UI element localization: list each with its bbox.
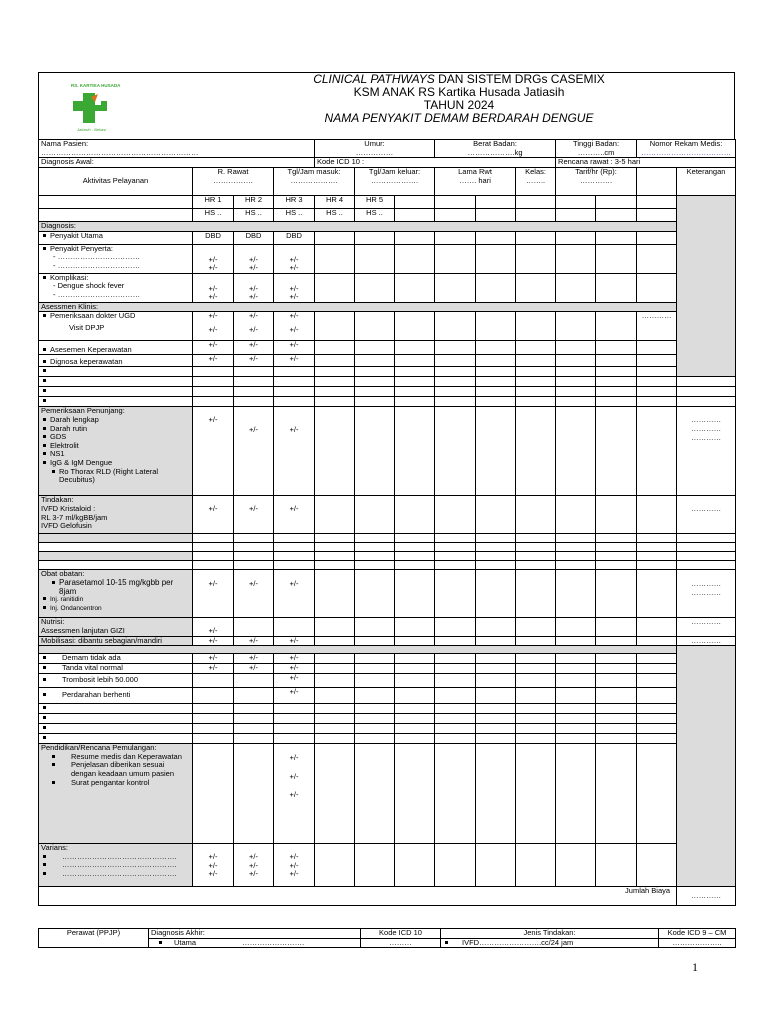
rekam-medis-field[interactable]: Nomor Rekam Medis: ……………………………… [637,140,736,158]
jenis-tindakan-label: Jenis Tindakan: [441,929,659,939]
col-keluar: Tgl/Jam keluar: ………………. [355,168,435,196]
row-penunjang: Pemeriksaan Penunjang: Darah lengkap Darah rutin GDS Elektrolit NS1 IgG & IgM Dengue Ro Thorax RLD (Right Lateral Decubitus) +/- +/- +/- ………… ………… ………… [39,407,736,496]
col-tarif: Tarif/hr (Rp): …………. [556,168,637,196]
row-perdarahan: Perdarahan berhenti +/- [39,688,736,704]
icd10-label: Kode ICD 10 [361,929,441,939]
row-obat: Obat obatan: Parasetamol 10-15 mg/kgbb per 8jam Inj. ranitidin Inj. Ondancentron +/- +/- +/- ………… ………… [39,570,736,618]
title-line-3: TAHUN 2024 [423,98,495,112]
title-line-4: NAMA PENYAKIT DEMAM BERDARAH DENGUE [324,111,594,125]
hr-3: HR 3 [274,196,315,209]
row-trombosit: Trombosit lebih 50.000 +/- [39,674,736,688]
row-tindakan: Tindakan: IVFD Kristaloid : RL 3-7 ml/kgBB/jam IVFD Gelofusin +/- +/- +/- ………… [39,496,736,534]
section-diagnosis: Diagnosis: [39,222,677,232]
row-mobilisasi: Mobilisasi: dibantu sebagian/mandiri +/- +/- +/- ………… [39,636,736,646]
col-lama: Lama Rwt ……. hari [435,168,516,196]
diagnosis-awal-field[interactable]: Diagnosis Awal: [39,158,315,168]
icd9-field[interactable]: ……………….. [659,938,736,948]
row-penyakit-utama: Penyakit Utama DBD DBD DBD [39,231,736,244]
ivfd-field[interactable]: IVFD…………………….cc/24 jam [441,938,659,948]
column-header-row [39,168,736,196]
hr-4: HR 4 [315,196,355,209]
row-pendidikan: Pendidikan/Rencana Pemulangan: Resume medis dan Keperawatan Penjelasan diberikan sesuai dengan keadaan umum pasien Surat pengantar kontrol +/- +/- +/- [39,744,736,844]
svg-text:RS. KARTIKA HUSADA: RS. KARTIKA HUSADA [71,83,121,88]
hs-4: HS .. [315,209,355,222]
icd10-field[interactable]: ……… [361,938,441,948]
hs-2: HS .. [234,209,274,222]
col-masuk: Tgl/Jam masuk: ………………. [274,168,355,196]
hr-row [39,196,736,209]
hs-3: HS .. [274,209,315,222]
col-kelas: Kelas: …….. [516,168,556,196]
berat-badan-field[interactable]: Berat Badan: ……………….kg [435,140,556,158]
row-demam: Demam tidak ada +/- +/- +/- [39,654,736,664]
row-komplikasi: Komplikasi: - Dengue shock fever - …………………………… +/- +/- +/- +/- +/- +/- [39,273,736,302]
diagnosis-awal-row [39,158,736,168]
row-penyakit-penyerta: Penyakit Penyerta: - …………………………… - …………………………… +/- +/- +/- +/- +/- +/- [39,244,736,273]
umur-field[interactable]: Umur: …………… [315,140,435,158]
form-header [38,72,735,140]
hs-1: HS .. [193,209,234,222]
pathway-form [38,72,735,948]
hospital-logo [67,81,137,133]
hr-1: HR 1 [193,196,234,209]
rencana-rawat-field[interactable]: Rencana rawat : 3-5 hari [556,158,736,168]
perawat-label: Perawat (PPJP) [39,929,149,948]
page-number: 1 [692,960,698,974]
row-jumlah-biaya: Jumlah Biaya ………… [39,887,736,906]
row-dignosa-keperawatan: Dignosa keperawatan +/- +/- +/- [39,355,736,367]
footer-table [38,928,736,948]
row-pemeriksaan-ugd: Pemeriksaan dokter UGD Visit DPJP +/- +/- +/- +/- +/- +/- ………… [39,312,736,341]
hs-row [39,209,736,222]
title-line-2: KSM ANAK RS Kartika Husada Jatiasih [353,85,565,99]
hr-5: HR 5 [355,196,395,209]
pathway-table [38,139,736,906]
row-nutrisi: Nutrisi: Assessmen lanjutan GIZI +/- ………… [39,618,736,636]
row-asesmen-keperawatan: Asesemen Keperawatan +/- +/- +/- [39,341,736,355]
row-varians: Varians: ………………………………………. ………………………………………. ………………………………………. +/- +/- +/- +/- +/- +/- +/- +/- +/- [39,844,736,887]
cross-logo-icon [67,81,137,133]
hs-5: HS .. [355,209,395,222]
utama-field[interactable]: Utama ……………………. [149,938,361,948]
patient-row [39,140,736,158]
nama-pasien-field[interactable]: Nama Pasien: ……………………………………………………… [39,140,315,158]
kode-icd-field[interactable]: Kode ICD 10 : [315,158,556,168]
svg-text:Jatiasih - Bekasi: Jatiasih - Bekasi [77,127,107,132]
col-rawat: R. Rawat ……………. [193,168,274,196]
section-asesmen-klinis: Asessmen Klinis: [39,302,677,312]
diagnosis-akhir-label: Diagnosis Akhir: [149,929,361,939]
icd9-label: Kode ICD 9 – CM [659,929,736,939]
row-ttv: Tanda vital normal +/- +/- +/- [39,664,736,674]
col-keterangan: Keterangan [677,168,736,196]
tinggi-badan-field[interactable]: Tinggi Badan: ………..cm [556,140,637,158]
form-title [209,73,709,125]
title-italic: CLINICAL PATHWAYS [313,72,435,86]
col-aktivitas: Aktivitas Pelayanan [39,168,193,196]
title-rest: DAN SISTEM DRGs CASEMIX [434,72,605,86]
hr-2: HR 2 [234,196,274,209]
